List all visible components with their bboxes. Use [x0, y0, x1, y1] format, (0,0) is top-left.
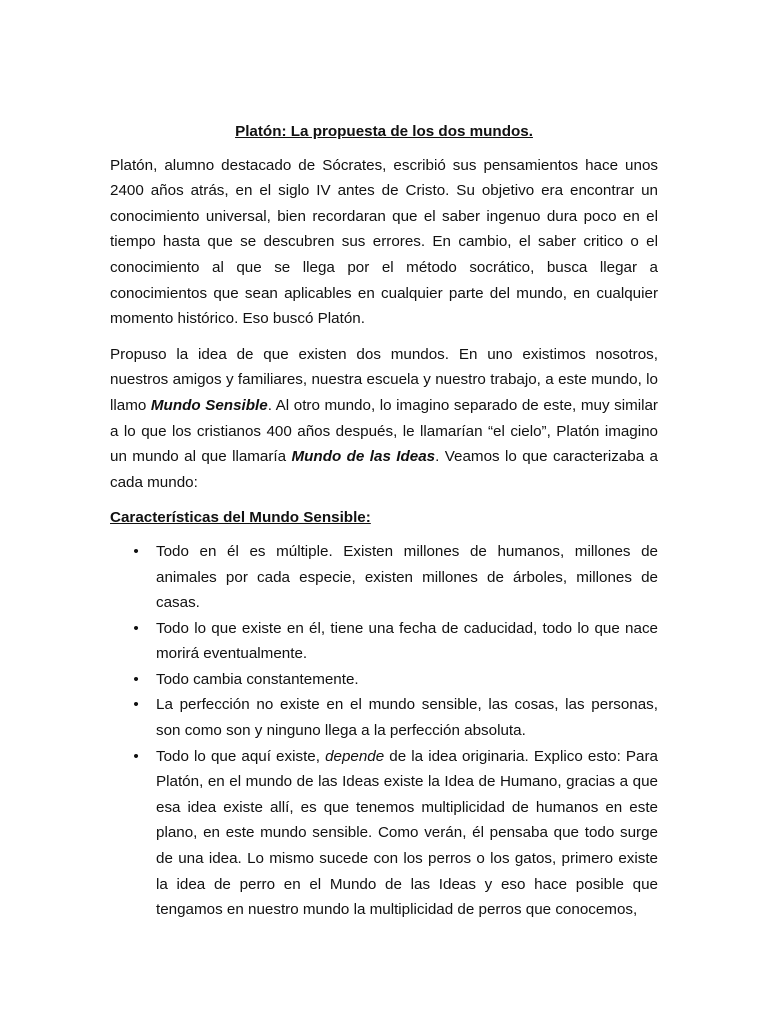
paragraph-two-worlds-text-3: . Veamos lo que caracterizaba a cada mundo:: [110, 448, 658, 491]
document-page: [110, 119, 658, 923]
list-item-text: La perfección no existe en el mundo sensible, las cosas, las personas, son como son y ninguno llega a la perfección absoluta.: [156, 696, 658, 740]
list-item: [110, 667, 658, 693]
bullet-icon: •: [133, 619, 139, 637]
bullet-icon: •: [133, 696, 139, 714]
list-item-text: Todo lo que existe en él, tiene una fecha de caducidad, todo lo que nace morirá eventualmente.: [156, 619, 658, 663]
paragraph-two-worlds-text-2: . Al otro mundo, lo imagino separado de este, muy similar a lo que los cristianos 400 años después, le llamarían “el cielo”, Platón imagino un mundo al que llamaría: [110, 396, 658, 466]
characteristics-list: [110, 539, 658, 923]
term-mundo-sensible: Mundo Sensible: [150, 396, 268, 414]
bullet-icon: •: [133, 747, 139, 765]
paragraph-two-worlds-text-1: Propuso la idea de que existen dos mundos. En uno existimos nosotros, nuestros amigos y familiares, nuestra escuela y nuestro trabajo, a este mundo, lo llamo: [110, 345, 658, 414]
paragraph-two-worlds: [110, 342, 658, 496]
bullet-icon: •: [133, 542, 139, 560]
paragraph-intro: Platón, alumno destacado de Sócrates, escribió sus pensamientos hace unos 2400 años atrás, en el siglo IV antes de Cristo. Su objetivo era encontrar un conocimiento universal, bien recordaran que el saber ingenuo dura poco en el tiempo hasta que se descubren sus errores. En cambio, el saber critico o el conocimiento al que se llega por el método socrático, busca llegar a conocimientos que sean aplicables en cualquier parte del mundo, en cualquier momento histórico. Eso buscó Platón.: [110, 156, 658, 328]
list-item-text: Todo en él es múltiple. Existen millones de humanos, millones de animales por cada especie, existen millones de árboles, millones de casas.: [156, 542, 658, 612]
list-item-text: Todo cambia constantemente.: [156, 670, 359, 688]
list-item-text: [156, 748, 658, 919]
emphasis-depende: depende: [325, 747, 385, 765]
list-item: [110, 744, 658, 923]
list-item: [110, 539, 658, 616]
list-item: [110, 692, 658, 743]
list-item: [110, 616, 658, 667]
list-item-text-part-2: de la idea originaria. Explico esto: Para Platón, en el mundo de las Ideas existe la Idea de Humano, gracias a que esa idea existe allí, es que tenemos multiplicidad de humanos en este plano, en este mundo sensible. Como verán, él pensaba que todo surge de una idea. Lo mismo sucede con los perros o los gatos, primero existe la idea de perro en el Mundo de las Ideas y eso hace posible que tengamos en nuestro mundo la multiplicidad de perros que conocemos,: [156, 747, 658, 919]
document-title: Platón: La propuesta de los dos mundos.: [235, 123, 533, 140]
bullet-icon: •: [133, 670, 139, 688]
term-mundo-de-las-ideas: Mundo de las Ideas: [291, 448, 436, 466]
section-heading: Características del Mundo Sensible:: [110, 509, 371, 527]
list-item-text-part-1: Todo lo que aquí existe,: [156, 747, 326, 765]
